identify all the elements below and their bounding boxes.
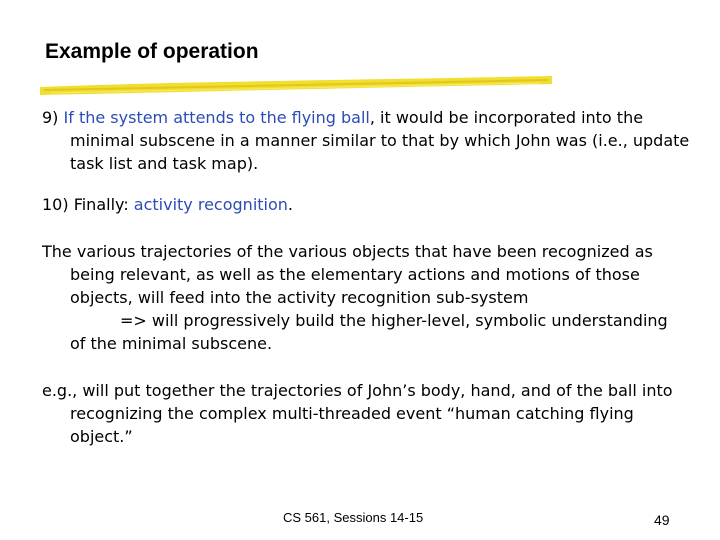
item-9-number: 9) [42,108,64,127]
item-10-number: 10) Finally: [42,195,134,214]
trajectories-text: The various trajectories of the various objects that have been recognized as being relevant, as well as the elementary actions and motions of those objects, will feed into the activity recognition sub-system [42,242,653,307]
footer-course: CS 561, Sessions 14-15 [283,510,424,525]
arrow-line: => will progressively build the higher-level, symbolic understanding [120,311,668,330]
item-9-text: , it would be incorporated into the minimal subscene in a manner similar to that by which John was (i.e., update task list and task map). [70,108,690,173]
trajectories-tail: of the minimal subscene. [70,334,273,353]
slide-body [42,106,692,466]
slide-title: Example of operation [45,40,259,63]
example-paragraph: e.g., will put together the trajectories of John’s body, hand, and of the ball into recognizing the complex multi-threaded event “human catching flying object.” [42,381,673,446]
item-9-highlight: If the system attends to the flying ball [63,108,370,127]
item-10 [42,193,692,216]
title-underline [40,70,560,100]
trajectories-paragraph [42,240,692,355]
item-10-highlight: activity recognition [133,195,288,214]
page-number: 49 [654,512,670,528]
item-10-text: . [287,195,293,214]
item-9 [42,106,692,175]
